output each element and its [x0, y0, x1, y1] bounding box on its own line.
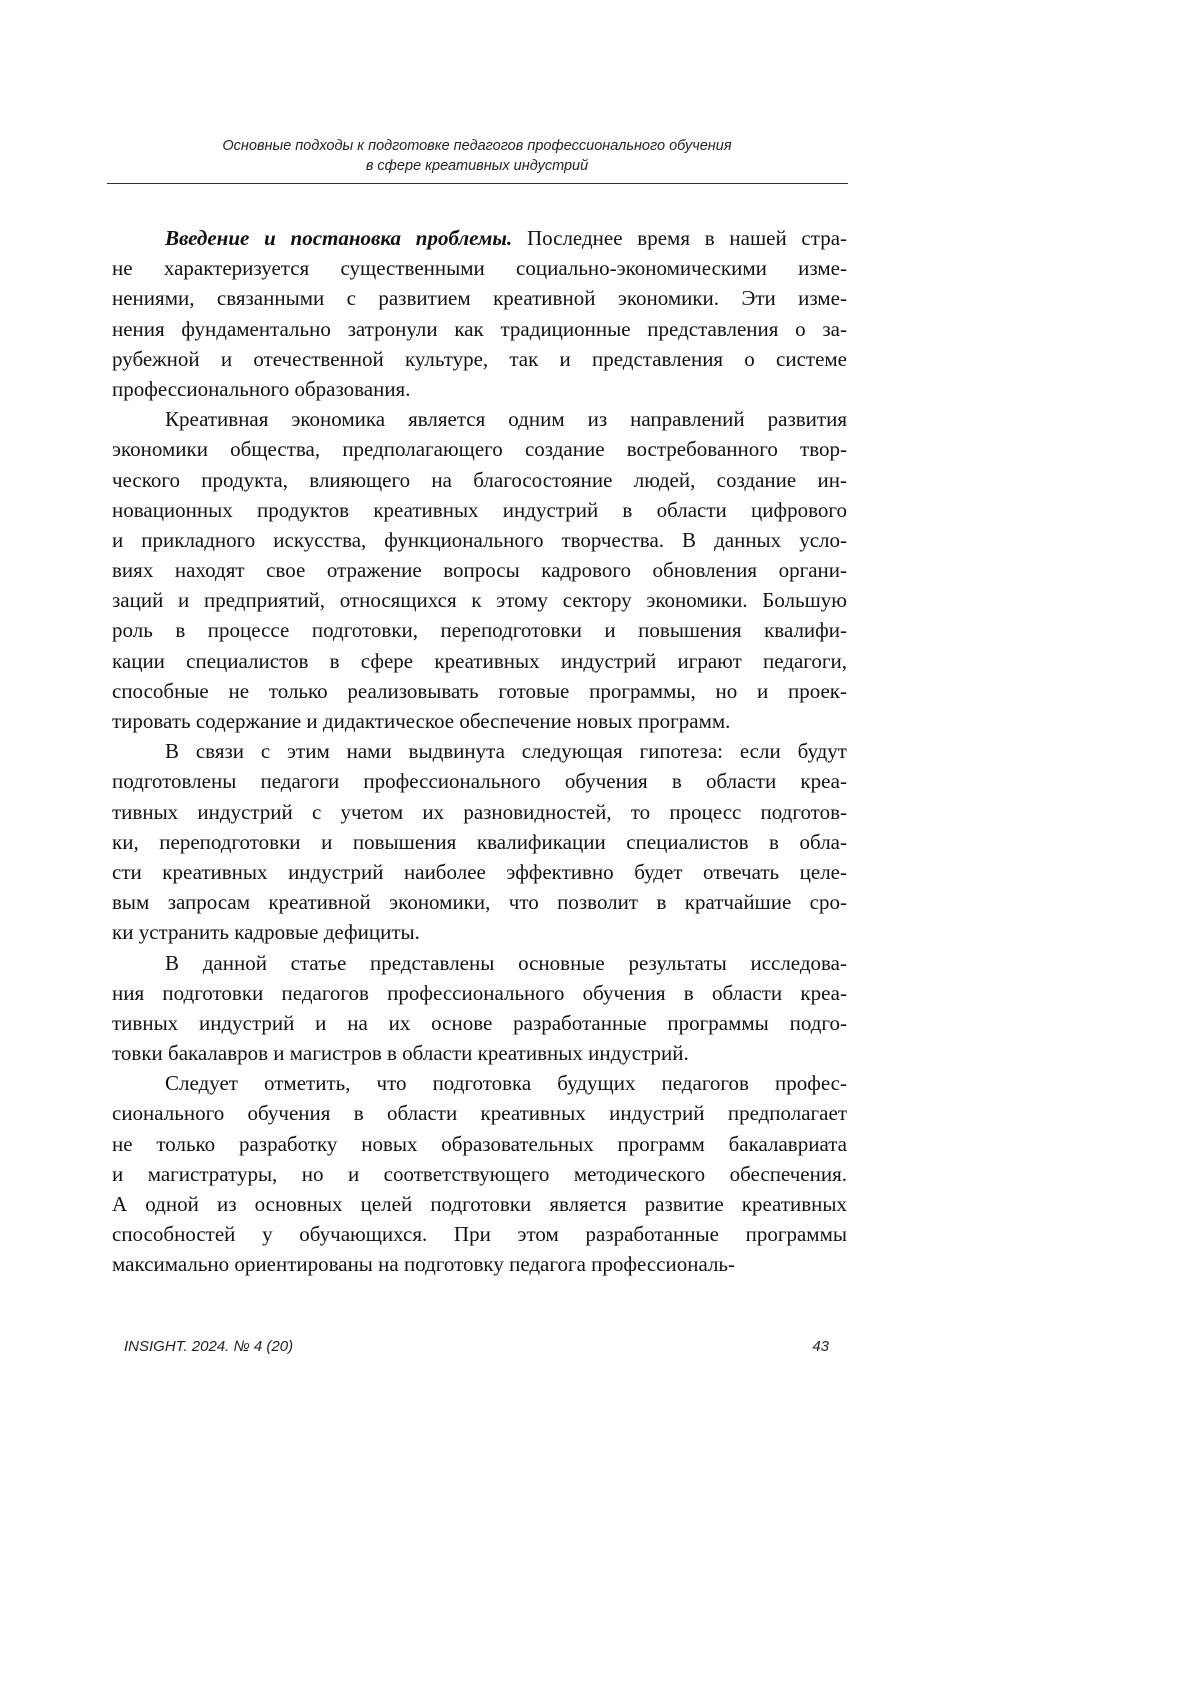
running-header-line-1: Основные подходы к подготовке педагогов профессионального обучения — [107, 136, 847, 156]
line-text: вым запросам креативной экономики, что позволит в кратчайшие сро- — [112, 890, 847, 914]
text-line — [112, 676, 847, 706]
line-text: ки, переподготовки и повышения квалификации специалистов в обла- — [112, 830, 847, 854]
running-footer — [124, 1338, 829, 1360]
line-text: новационных продуктов креативных индустрий в области цифрового — [112, 498, 847, 522]
text-line — [112, 736, 847, 766]
text-line — [112, 1249, 847, 1279]
text-line — [112, 978, 847, 1008]
text-line — [112, 827, 847, 857]
line-text: кации специалистов в сфере креативных индустрий играют педагоги, — [112, 649, 847, 673]
line-text: максимально ориентированы на подготовку педагога профессиональ- — [112, 1252, 735, 1276]
paragraph — [112, 223, 847, 404]
journal-issue: INSIGHT. 2024. № 4 (20) — [124, 1338, 293, 1355]
running-header-line-2: в сфере креативных индустрий — [107, 156, 847, 176]
line-text: экономики общества, предполагающего создание востребованного твор- — [112, 437, 847, 461]
text-line — [112, 797, 847, 827]
line-text: сионального обучения в области креативных индустрий предполагает — [112, 1101, 847, 1125]
text-line — [112, 434, 847, 464]
text-line — [112, 1219, 847, 1249]
line-text: Креативная экономика является одним из направлений развития — [165, 407, 847, 431]
line-text: тивных индустрий и на их основе разработанные программы подго- — [112, 1011, 847, 1035]
text-line — [112, 1159, 847, 1189]
line-text: ки устранить кадровые дефициты. — [112, 920, 420, 944]
line-text: подготовлены педагоги профессионального обучения в области креа- — [112, 769, 847, 793]
text-line — [112, 223, 847, 253]
text-line — [112, 887, 847, 917]
header-divider — [107, 183, 848, 184]
line-text: профессионального образования. — [112, 377, 410, 401]
text-line — [112, 646, 847, 676]
text-line — [112, 948, 847, 978]
document-page — [0, 0, 1200, 1697]
text-line — [112, 374, 847, 404]
text-line — [112, 1189, 847, 1219]
line-text: не только разработку новых образовательных программ бакалавриата — [112, 1132, 847, 1156]
line-text: В связи с этим нами выдвинута следующая гипотеза: если будут — [165, 739, 847, 763]
page-number: 43 — [812, 1338, 829, 1355]
text-line — [112, 1129, 847, 1159]
text-line — [112, 555, 847, 585]
line-text: А одной из основных целей подготовки является развитие креативных — [112, 1192, 847, 1216]
paragraph — [112, 1068, 847, 1279]
line-text: роль в процессе подготовки, переподготовки и повышения квалифи- — [112, 618, 847, 642]
section-lead-heading: Введение и постановка проблемы. — [165, 226, 512, 250]
text-line — [112, 283, 847, 313]
line-text: способностей у обучающихся. При этом разработанные программы — [112, 1222, 847, 1246]
line-text: ния подготовки педагогов профессионального обучения в области креа- — [112, 981, 847, 1005]
line-text: В данной статье представлены основные результаты исследова- — [165, 951, 847, 975]
running-header — [107, 136, 847, 176]
text-line — [112, 615, 847, 645]
text-line — [112, 344, 847, 374]
line-text: рубежной и отечественной культуре, так и представления о системе — [112, 347, 847, 371]
text-line — [112, 917, 847, 947]
line-text: ческого продукта, влияющего на благосостояние людей, создание ин- — [112, 468, 847, 492]
text-line — [112, 314, 847, 344]
paragraph — [112, 736, 847, 947]
text-line — [112, 1038, 847, 1068]
text-line — [112, 495, 847, 525]
text-line — [112, 585, 847, 615]
text-line — [112, 404, 847, 434]
text-line — [112, 525, 847, 555]
line-text: заций и предприятий, относящихся к этому сектору экономики. Большую — [112, 588, 847, 612]
line-text: способные не только реализовывать готовые программы, но и проек- — [112, 679, 847, 703]
article-body — [112, 223, 847, 1280]
text-line — [112, 465, 847, 495]
line-text: виях находят свое отражение вопросы кадрового обновления органи- — [112, 558, 847, 582]
line-text: и магистратуры, но и соответствующего методического обеспечения. — [112, 1162, 847, 1186]
paragraph — [112, 948, 847, 1069]
line-text: тивных индустрий с учетом их разновидностей, то процесс подготов- — [112, 800, 847, 824]
line-text: не характеризуется существенными социально-экономическими изме- — [112, 256, 847, 280]
text-line — [112, 1098, 847, 1128]
text-line — [112, 766, 847, 796]
line-text: Следует отметить, что подготовка будущих педагогов профес- — [165, 1071, 847, 1095]
text-line — [112, 857, 847, 887]
line-text: тировать содержание и дидактическое обеспечение новых программ. — [112, 709, 730, 733]
line-text: товки бакалавров и магистров в области креативных индустрий. — [112, 1041, 689, 1065]
paragraph — [112, 404, 847, 736]
line-text: Последнее время в нашей стра- — [512, 226, 847, 250]
line-text: нения фундаментально затронули как традиционные представления о за- — [112, 317, 847, 341]
line-text: нениями, связанными с развитием креативной экономики. Эти изме- — [112, 286, 847, 310]
text-line — [112, 1068, 847, 1098]
text-line — [112, 1008, 847, 1038]
line-text: сти креативных индустрий наиболее эффективно будет отвечать целе- — [112, 860, 847, 884]
text-line — [112, 253, 847, 283]
line-text: и прикладного искусства, функционального творчества. В данных усло- — [112, 528, 847, 552]
text-line — [112, 706, 847, 736]
